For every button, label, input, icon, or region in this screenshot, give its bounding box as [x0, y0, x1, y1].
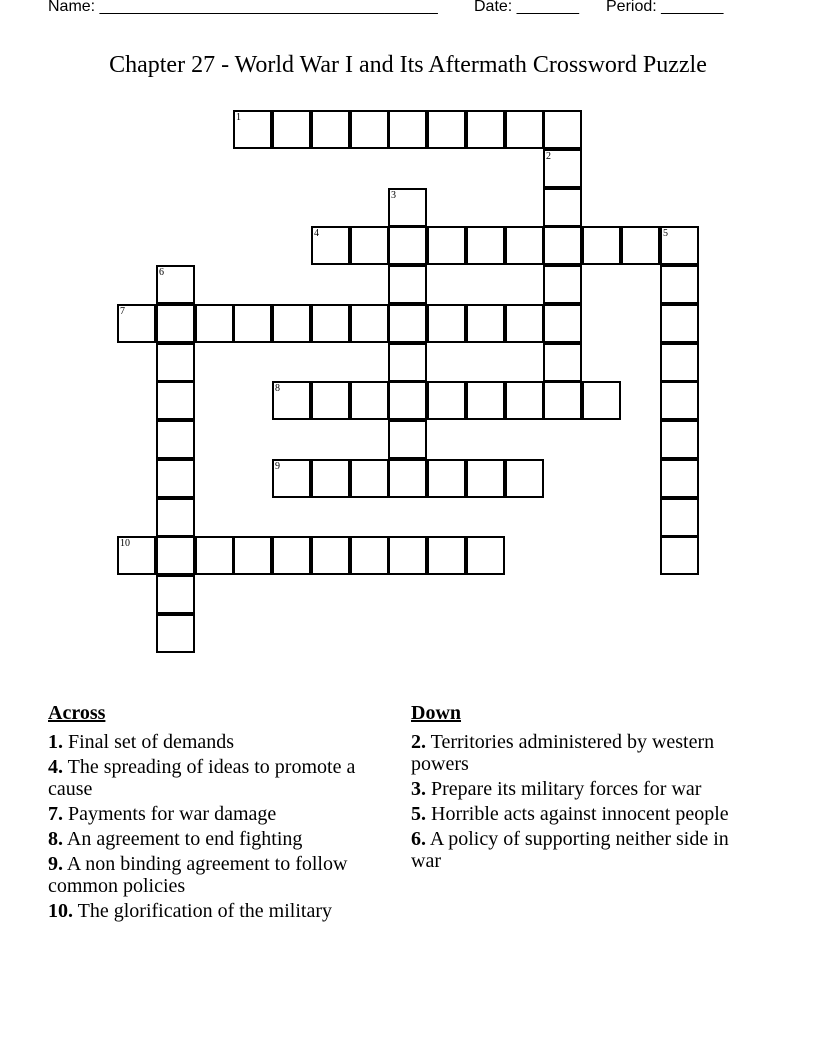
grid-cell[interactable] — [466, 459, 505, 498]
grid-cell[interactable] — [156, 420, 195, 459]
grid-cell[interactable] — [427, 226, 466, 265]
grid-cell[interactable] — [311, 110, 350, 149]
clue-number-label: 6 — [159, 267, 164, 278]
grid-cell[interactable] — [117, 536, 156, 575]
grid-cell[interactable] — [233, 304, 272, 343]
grid-cell[interactable] — [388, 420, 427, 459]
grid-cell[interactable] — [505, 459, 544, 498]
clue-text: An agreement to end fighting — [66, 828, 303, 850]
clue-number-label: 3 — [391, 190, 396, 201]
clue-number-label: 10 — [120, 538, 130, 549]
grid-cell[interactable] — [660, 343, 699, 382]
grid-cell[interactable] — [388, 110, 427, 149]
grid-cell[interactable] — [388, 265, 427, 304]
grid-cell[interactable] — [195, 304, 234, 343]
grid-cell[interactable] — [388, 304, 427, 343]
grid-cell[interactable] — [505, 381, 544, 420]
grid-cell[interactable] — [388, 343, 427, 382]
clue-item — [411, 828, 741, 872]
period-field[interactable]: Period: _______ — [606, 0, 724, 15]
across-heading: Across — [48, 702, 106, 724]
clue-text: A policy of supporting neither side in war — [411, 828, 729, 872]
grid-cell[interactable] — [427, 536, 466, 575]
clue-item — [48, 900, 393, 922]
clue-number: 3. — [411, 778, 426, 800]
clue-number-label: 1 — [236, 112, 241, 123]
down-heading: Down — [411, 702, 462, 724]
grid-cell[interactable] — [117, 304, 156, 343]
grid-cell[interactable] — [543, 265, 582, 304]
clue-number-label: 4 — [314, 228, 319, 239]
grid-cell[interactable] — [466, 381, 505, 420]
grid-cell[interactable] — [350, 110, 389, 149]
clue-text: A non binding agreement to follow common policies — [48, 853, 348, 897]
clue-number: 7. — [48, 803, 63, 825]
page-title: Chapter 27 - World War I and Its Aftermath Crossword Puzzle — [109, 52, 707, 78]
grid-cell[interactable] — [660, 226, 699, 265]
grid-cell[interactable] — [660, 265, 699, 304]
clue-text: Horrible acts against innocent people — [431, 803, 729, 825]
grid-cell[interactable] — [660, 536, 699, 575]
grid-cell[interactable] — [466, 110, 505, 149]
clue-number-label: 7 — [120, 306, 125, 317]
grid-cell[interactable] — [660, 420, 699, 459]
grid-cell[interactable] — [156, 614, 195, 653]
grid-cell[interactable] — [388, 188, 427, 227]
grid-cell[interactable] — [156, 536, 195, 575]
grid-cell[interactable] — [350, 381, 389, 420]
clue-text: Final set of demands — [68, 731, 235, 753]
grid-cell[interactable] — [156, 498, 195, 537]
clue-text: The glorification of the military — [77, 900, 333, 922]
grid-cell[interactable] — [272, 110, 311, 149]
grid-cell[interactable] — [350, 304, 389, 343]
grid-cell[interactable] — [311, 381, 350, 420]
clue-item — [411, 778, 741, 800]
grid-cell[interactable] — [156, 343, 195, 382]
grid-cell[interactable] — [621, 226, 660, 265]
grid-cell[interactable] — [388, 459, 427, 498]
grid-cell[interactable] — [660, 459, 699, 498]
grid-cell[interactable] — [388, 536, 427, 575]
grid-cell[interactable] — [388, 226, 427, 265]
grid-cell[interactable] — [427, 459, 466, 498]
clue-text: The spreading of ideas to promote a cause — [48, 756, 356, 800]
grid-cell[interactable] — [311, 459, 350, 498]
down-clues — [411, 702, 741, 875]
clue-number-label: 5 — [663, 228, 668, 239]
grid-cell[interactable] — [388, 381, 427, 420]
grid-cell[interactable] — [543, 149, 582, 188]
grid-cell[interactable] — [156, 265, 195, 304]
grid-cell[interactable] — [350, 536, 389, 575]
grid-cell[interactable] — [582, 226, 621, 265]
clue-text: Territories administered by western powers — [411, 731, 715, 775]
grid-cell[interactable] — [543, 343, 582, 382]
grid-cell[interactable] — [505, 226, 544, 265]
grid-cell[interactable] — [156, 459, 195, 498]
clue-item — [48, 828, 393, 850]
grid-cell[interactable] — [156, 575, 195, 614]
clue-number: 9. — [48, 853, 63, 875]
grid-cell[interactable] — [582, 381, 621, 420]
grid-cell[interactable] — [272, 381, 311, 420]
clue-number-label: 9 — [275, 461, 280, 472]
grid-cell[interactable] — [466, 536, 505, 575]
grid-cell[interactable] — [543, 226, 582, 265]
grid-cell[interactable] — [543, 381, 582, 420]
grid-cell[interactable] — [156, 381, 195, 420]
grid-cell[interactable] — [427, 110, 466, 149]
grid-cell[interactable] — [156, 304, 195, 343]
date-field[interactable]: Date: _______ — [474, 0, 579, 15]
clue-item — [48, 731, 393, 753]
across-clues — [48, 702, 393, 925]
grid-cell[interactable] — [311, 304, 350, 343]
grid-cell[interactable] — [350, 226, 389, 265]
grid-cell[interactable] — [311, 226, 350, 265]
grid-cell[interactable] — [350, 459, 389, 498]
grid-cell[interactable] — [272, 459, 311, 498]
clue-item — [48, 756, 393, 800]
grid-cell[interactable] — [272, 304, 311, 343]
clue-number: 6. — [411, 828, 426, 850]
clue-item — [411, 731, 741, 775]
grid-cell[interactable] — [195, 536, 234, 575]
grid-cell[interactable] — [466, 304, 505, 343]
clue-number-label: 2 — [546, 151, 551, 162]
clue-number: 4. — [48, 756, 63, 778]
grid-cell[interactable] — [311, 536, 350, 575]
clue-text: Prepare its military forces for war — [431, 778, 702, 800]
grid-cell[interactable] — [233, 110, 272, 149]
name-field[interactable]: Name: ______________________________________ — [48, 0, 438, 15]
clue-item — [48, 853, 393, 897]
clue-number: 2. — [411, 731, 426, 753]
grid-cell[interactable] — [505, 304, 544, 343]
clue-number: 5. — [411, 803, 426, 825]
clue-number: 10. — [48, 900, 73, 922]
grid-cell[interactable] — [543, 188, 582, 227]
grid-cell[interactable] — [427, 381, 466, 420]
grid-cell[interactable] — [660, 498, 699, 537]
clue-number: 1. — [48, 731, 63, 753]
grid-cell[interactable] — [543, 110, 582, 149]
grid-cell[interactable] — [543, 304, 582, 343]
clue-number-label: 8 — [275, 383, 280, 394]
clue-number: 8. — [48, 828, 63, 850]
grid-cell[interactable] — [660, 304, 699, 343]
grid-cell[interactable] — [466, 226, 505, 265]
grid-cell[interactable] — [427, 304, 466, 343]
clue-text: Payments for war damage — [68, 803, 277, 825]
clue-item — [411, 803, 741, 825]
clue-item — [48, 803, 393, 825]
grid-cell[interactable] — [233, 536, 272, 575]
grid-cell[interactable] — [272, 536, 311, 575]
grid-cell[interactable] — [505, 110, 544, 149]
grid-cell[interactable] — [660, 381, 699, 420]
